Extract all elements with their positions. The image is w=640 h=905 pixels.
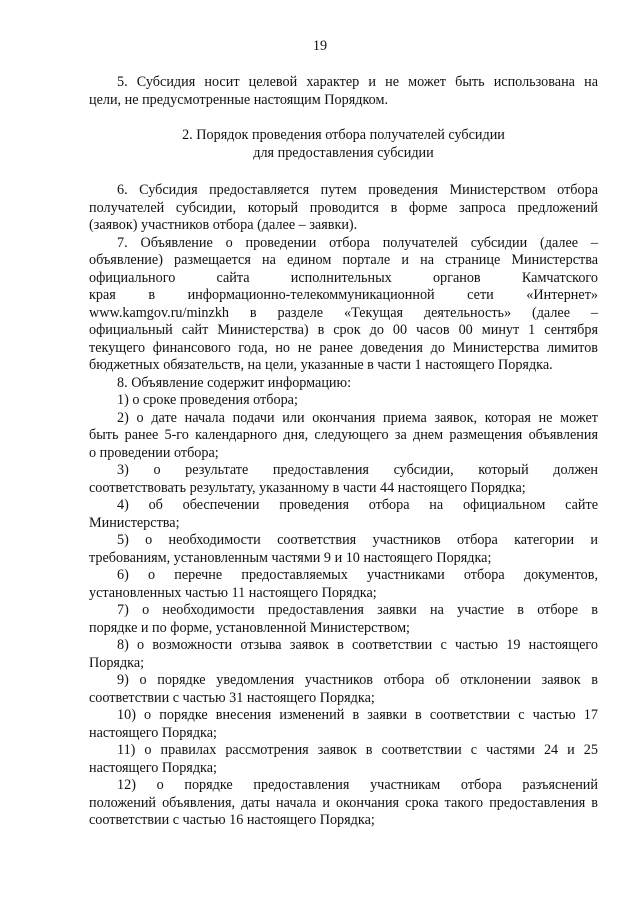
paragraph-line: требованиям, установленным частями 9 и 10 настоящего Порядка; [89,549,492,566]
section-heading-line: 2. Порядок проведения отбора получателей субсидии [182,127,505,143]
paragraph-line: 1) о сроке проведения отбора; [117,392,298,408]
paragraph-line: www.kamgov.ru/minzkh в разделе «Текущая деятельность» (далее – [89,304,598,321]
page-number: 19 [312,38,328,54]
paragraph-line: официального сайта исполнительных органов Камчатского [89,269,598,286]
paragraph-line: цели, не предусмотренные настоящим Порядком. [89,91,388,108]
paragraph-line: Порядка; [89,654,145,671]
paragraph-line: положений объявления, даты начала и окончания срока такого предоставления в [89,794,598,811]
paragraph-line: о проведении отбора; [89,444,219,461]
paragraph-line: 7) о необходимости предоставления заявки на участие в отборе в [117,602,598,618]
paragraph-line: настоящего Порядка; [89,759,217,776]
paragraph-line: края в информационно-телекоммуникационной сети «Интернет» [89,287,598,303]
paragraph-line: 9) о порядке уведомления участников отбора об отклонении заявок в [117,672,598,688]
paragraph-line: быть ранее 5-го календарного дня, следующего за днем размещения объявления [89,427,598,443]
paragraph-line: бюджетных обязательств, на цели, указанные в части 1 настоящего Порядка. [89,357,553,373]
paragraph-line: 12) о порядке предоставления участникам отбора разъяснений [117,777,598,793]
paragraph-line: соответствовать результату, указанному в части 44 настоящего Порядка; [89,479,526,496]
paragraph-line: Министерства; [89,514,180,531]
paragraph-line: 5) о необходимости соответствия участников отбора категории и [117,532,598,548]
paragraph-line: 11) о правилах рассмотрения заявок в соответствии с частями 24 и 25 [117,742,598,758]
section-heading-line: для предоставления субсидии [253,144,434,161]
paragraph-line: 5. Субсидия носит целевой характер и не может быть использована на [117,74,598,90]
paragraph-line: объявление) размещается на едином портале и на странице Министерства [89,252,598,268]
paragraph-line: 8) о возможности отзыва заявок в соответствии с частью 19 настоящего [117,637,598,653]
paragraph-line: 6) о перечне предоставляемых участниками отбора документов, [117,567,598,583]
paragraph-line: соответствии с частью 16 настоящего Порядка; [89,812,375,828]
paragraph-line: соответствии с частью 31 настоящего Порядка; [89,689,375,706]
paragraph-line: (заявок) участников отбора (далее – заявки). [89,217,358,233]
paragraph-line: установленных частью 11 настоящего Порядка; [89,584,377,601]
paragraph-line: 7. Объявление о проведении отбора получателей субсидии (далее – [117,234,598,251]
paragraph-line: 6. Субсидия предоставляется путем проведения Министерством отбора [117,182,598,198]
paragraph-line: 4) об обеспечении проведения отбора на официальном сайте [117,497,598,513]
paragraph-line: текущего финансового года, но не ранее доведения до Министерства лимитов [89,339,598,356]
paragraph-line: официальный сайт Министерства) в срок до 00 часов 00 минут 1 сентября [89,322,598,338]
paragraph-line: получателей субсидии, который проводится в форме запроса предложений [89,199,598,216]
paragraph-line: 10) о порядке внесения изменений в заявки в соответствии с частью 17 [117,707,598,723]
paragraph-line: 8. Объявление содержит информацию: [117,374,352,391]
paragraph-line: 2) о дате начала подачи или окончания приема заявок, которая не может [117,409,598,426]
paragraph-line: настоящего Порядка; [89,724,217,741]
paragraph-line: 3) о результате предоставления субсидии, который должен [117,462,598,478]
paragraph-line: порядке и по форме, установленной Министерством; [89,619,410,636]
